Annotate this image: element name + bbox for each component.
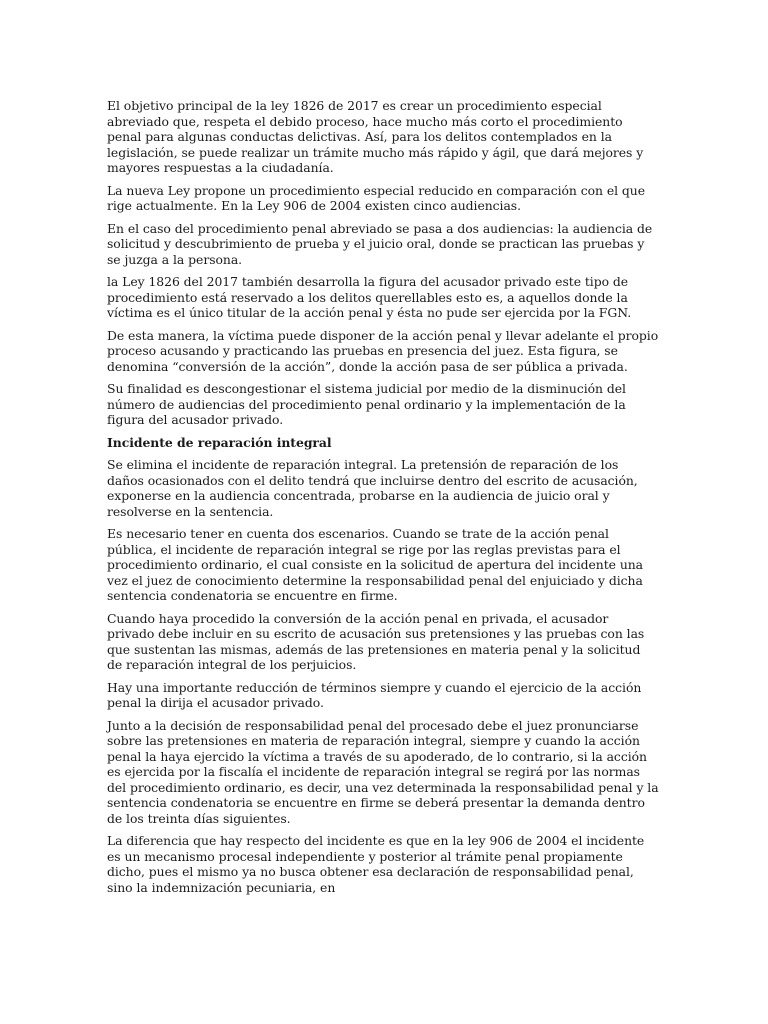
paragraph-two-scenarios: Es necesario tener en cuenta dos escenarios. Cuando se trate de la acción penal pública, el incidente de reparación integral se rige por las reglas previstas para el procedimiento ordinario, el cual consiste en la solicitud de apertura del incidente una vez el juez de conocimiento determine la responsabilidad penal del enjuiciado y dicha sentencia condenatoria se encuentre en firme. (107, 526, 644, 603)
section-heading: Incidente de reparación integral (107, 434, 332, 450)
document-page (107, 98, 659, 902)
paragraph-difference: La diferencia que hay respecto del incidente es que en la ley 906 de 2004 el incidente es un mecanismo procesal independiente y posterior al trámite penal propiamente dicho, pues el mismo ya no busca obtener esa declaración de responsabilidad penal, sino la indemnización pecuniaria, en (107, 833, 645, 895)
paragraph-objective: El objetivo principal de la ley 1826 de 2017 es crear un procedimiento especial abreviado que, respeta el debido proceso, hace mucho más corto el procedimiento penal para algunas conductas delictivas. Así, para los delitos contemplados en la legislación, se puede realizar un trámite mucho más rápido y ágil, que dará mejores y mayores respuestas a la ciudadanía. (107, 98, 644, 175)
paragraph-new-law: La nueva Ley propone un procedimiento especial reducido en comparación con el que rige actualmente. En la Ley 906 de 2004 existen cinco audiencias. (107, 182, 646, 213)
paragraph-term-reduction: Hay una importante reducción de términos siempre y cuando el ejercicio de la acción penal la dirija el acusador privado. (107, 679, 642, 710)
paragraph-abbreviated-procedure: En el caso del procedimiento penal abreviado se pasa a dos audiencias: la audiencia de solicitud y descubrimiento de prueba y el juicio oral, donde se practican las pruebas y se juzga a la persona. (107, 220, 653, 267)
paragraph-judge-decision: Junto a la decisión de responsabilidad penal del procesado debe el juez pronunciarse sobre las pretensiones en materia de reparación integral, siempre y cuando la acción penal la haya ejercido la víctima a través de su apoderado, de lo contrario, si la acción es ejercida por la fiscalía el incidente de reparación integral se regirá por las normas del procedimiento ordinario, es decir, una vez determinada la responsabilidad penal y la sentencia condenatoria se encuentre en firme se deberá presentar la demanda dentro de los treinta días siguientes. (107, 717, 659, 826)
paragraph-private-accuser: la Ley 1826 del 2017 también desarrolla la figura del acusador privado este tipo de procedimiento está reservado a los delitos querellables esto es, a aquellos donde la víctima es el único titular de la acción penal y ésta no pude ser ejercida por la FGN. (107, 274, 632, 320)
paragraph-purpose: Su finalidad es descongestionar el sistema judicial por medio de la disminución del número de audiencias del procedimiento penal ordinario y la implementación de la figura del acusador privado. (107, 381, 626, 427)
paragraph-conversion-private: Cuando haya procedido la conversión de la acción penal en privada, el acusador privado debe incluir en su escrito de acusación sus pretensiones y las pruebas con las que sustentan las mismas, además de las pretensiones en materia penal y la solicitud de reparación integral de los perjuicios. (107, 610, 645, 672)
paragraph-elimination: Se elimina el incidente de reparación integral. La pretensión de reparación de los daños ocasionados con el delito tendrá que incluirse dentro del escrito de acusación, exponerse en la audiencia concentrada, probarse en la audiencia de juicio oral y resolverse en la sentencia. (107, 457, 638, 519)
paragraph-conversion: De esta manera, la víctima puede disponer de la acción penal y llevar adelante el propio proceso acusando y practicando las pruebas en presencia del juez. Esta figura, se denomina “conversión de la acción”, donde la acción pasa de ser pública a privada. (107, 327, 659, 374)
